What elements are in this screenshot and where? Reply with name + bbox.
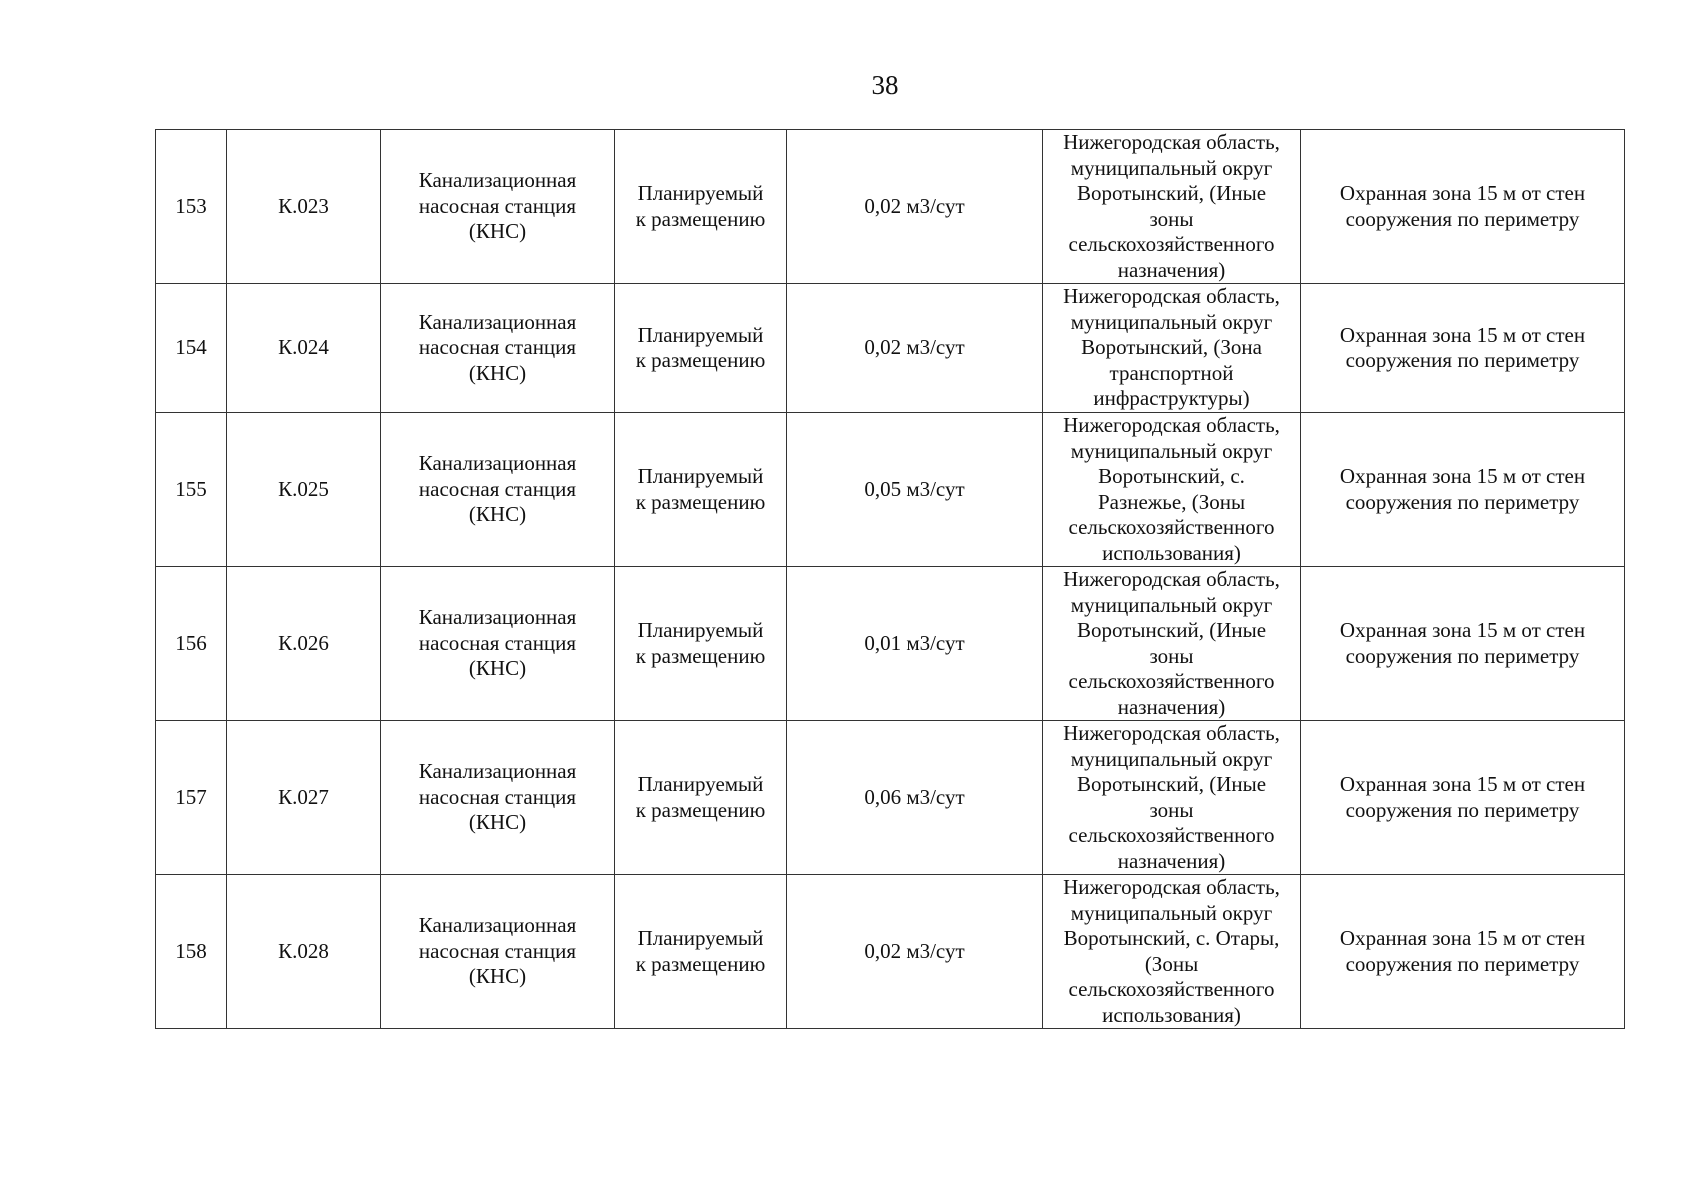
facilities-table — [155, 129, 1625, 1029]
object-name-cell: Канализационная насосная станция (КНС) — [381, 875, 615, 1029]
object-code-cell: К.027 — [227, 721, 381, 875]
object-name-cell: Канализационная насосная станция (КНС) — [381, 284, 615, 413]
capacity-cell: 0,01 м3/сут — [787, 567, 1043, 721]
row-number-cell: 156 — [156, 567, 227, 721]
protection-zone-cell: Охранная зона 15 м от стен сооружения по периметру — [1301, 567, 1625, 721]
object-name-cell: Канализационная насосная станция (КНС) — [381, 721, 615, 875]
object-code-cell: К.026 — [227, 567, 381, 721]
status-cell: Планируемый к размещению — [615, 721, 787, 875]
object-name-cell: Канализационная насосная станция (КНС) — [381, 130, 615, 284]
row-number-cell: 157 — [156, 721, 227, 875]
object-code-cell: К.028 — [227, 875, 381, 1029]
location-cell: Нижегородская область, муниципальный округ Воротынский, (Иные зоны сельскохозяйственного назначения) — [1043, 130, 1301, 284]
table-row — [156, 130, 1625, 284]
protection-zone-cell: Охранная зона 15 м от стен сооружения по периметру — [1301, 875, 1625, 1029]
object-code-cell: К.024 — [227, 284, 381, 413]
location-cell: Нижегородская область, муниципальный округ Воротынский, (Зона транспортной инфраструктуры) — [1043, 284, 1301, 413]
capacity-cell: 0,02 м3/сут — [787, 875, 1043, 1029]
location-cell: Нижегородская область, муниципальный округ Воротынский, с. Отары, (Зоны сельскохозяйственного использования) — [1043, 875, 1301, 1029]
table-row — [156, 284, 1625, 413]
page-number: 38 — [871, 70, 899, 100]
status-cell: Планируемый к размещению — [615, 284, 787, 413]
capacity-cell: 0,02 м3/сут — [787, 130, 1043, 284]
row-number-cell: 153 — [156, 130, 227, 284]
status-cell: Планируемый к размещению — [615, 413, 787, 567]
location-cell: Нижегородская область, муниципальный округ Воротынский, (Иные зоны сельскохозяйственного назначения) — [1043, 721, 1301, 875]
row-number-cell: 158 — [156, 875, 227, 1029]
protection-zone-cell: Охранная зона 15 м от стен сооружения по периметру — [1301, 721, 1625, 875]
table-row — [156, 567, 1625, 721]
table-row — [156, 721, 1625, 875]
status-cell: Планируемый к размещению — [615, 567, 787, 721]
capacity-cell: 0,02 м3/сут — [787, 284, 1043, 413]
object-code-cell: К.023 — [227, 130, 381, 284]
capacity-cell: 0,06 м3/сут — [787, 721, 1043, 875]
protection-zone-cell: Охранная зона 15 м от стен сооружения по периметру — [1301, 413, 1625, 567]
object-code-cell: К.025 — [227, 413, 381, 567]
capacity-cell: 0,05 м3/сут — [787, 413, 1043, 567]
object-name-cell: Канализационная насосная станция (КНС) — [381, 567, 615, 721]
row-number-cell: 154 — [156, 284, 227, 413]
protection-zone-cell: Охранная зона 15 м от стен сооружения по периметру — [1301, 284, 1625, 413]
table-row — [156, 875, 1625, 1029]
object-name-cell: Канализационная насосная станция (КНС) — [381, 413, 615, 567]
status-cell: Планируемый к размещению — [615, 875, 787, 1029]
row-number-cell: 155 — [156, 413, 227, 567]
table-row — [156, 413, 1625, 567]
protection-zone-cell: Охранная зона 15 м от стен сооружения по периметру — [1301, 130, 1625, 284]
location-cell: Нижегородская область, муниципальный округ Воротынский, (Иные зоны сельскохозяйственного назначения) — [1043, 567, 1301, 721]
status-cell: Планируемый к размещению — [615, 130, 787, 284]
location-cell: Нижегородская область, муниципальный округ Воротынский, с. Разнежье, (Зоны сельскохозяйственного использования) — [1043, 413, 1301, 567]
